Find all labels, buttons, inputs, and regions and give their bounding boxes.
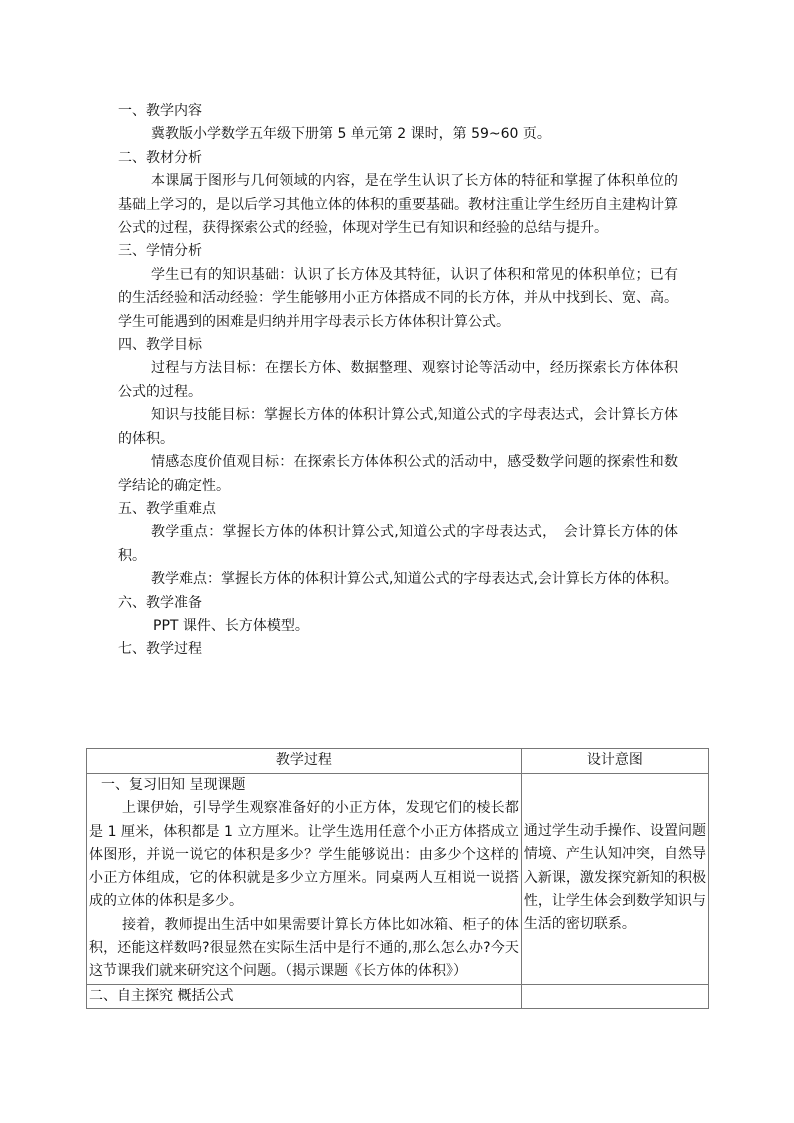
step-title: 一、复习旧知 呈现课题 [101, 777, 246, 793]
teaching-process-table [86, 748, 709, 1009]
step-paragraph: 上课伊始，引导学生观察准备好的小正方体，发现它们的棱长都是 1 厘米，体积都是 1 立方厘米。让学生选用任意个小正方体搭成立体图形，并说一说它的体积是多少？学生能够说出：由多少个这样的小正方体组成，它的体积就是多少立方厘米。同桌两人互相说一说搭成的立体的体积是多少。 [89, 800, 519, 910]
table-header-row [87, 749, 709, 774]
process-cell [87, 984, 522, 1008]
intent-text: 通过学生动手操作、设置问题情境、产生认知冲突，自然导入新课，激发探究新知的积极性，让学生体会到数学知识与生活的密切联系。 [523, 823, 706, 933]
section-heading-preparation: 六、教学准备 [118, 594, 202, 611]
goal-knowledge-skill: 知识与技能目标：掌握长方体的体积计算公式,知道公式的字母表达式，会计算长方体的体积。 [118, 407, 678, 447]
intent-cell [521, 774, 708, 985]
intent-cell [521, 984, 708, 1008]
header-process: 教学过程 [87, 749, 522, 774]
material-analysis-text: 本课属于图形与几何领域的内容，是在学生认识了长方体的特征和掌握了体积单位的基础上学习的，是以后学习其他立体的体积的重要基础。教材注重让学生经历自主建构计算公式的过程，获得探索公式的经验，体现对学生已有知识和经验的总结与提升。 [118, 173, 678, 237]
lesson-plan-body [118, 100, 678, 662]
section-heading-process: 七、教学过程 [118, 641, 202, 658]
step-paragraph: 接着，教师提出生活中如果需要计算长方体比如冰箱、柜子的体积，还能这样数吗?很显然在实际生活中是行不通的,那么怎么办?今天这节课我们就来研究这个问题。（揭示课题《长方体的体积》） [89, 916, 519, 980]
key-point-text: 教学重点：掌握长方体的体积计算公式,知道公式的字母表达式， 会计算长方体的体积。 [118, 524, 678, 564]
content-text: 冀教版小学数学五年级下册第 5 单元第 2 课时，第 59~60 页。 [151, 126, 551, 143]
section-heading-goals: 四、教学目标 [118, 337, 202, 354]
student-analysis-text: 学生已有的知识基础：认识了长方体及其特征，认识了体积和常见的体积单位；已有的生活经验和活动经验：学生能够用小正方体搭成不同的长方体，并从中找到长、宽、高。学生可能遇到的困难是归纳并用字母表示长方体体积计算公式。 [118, 266, 678, 330]
section-heading-students: 三、学情分析 [118, 243, 202, 260]
process-cell [87, 774, 522, 985]
table-row [87, 774, 709, 985]
section-heading-content: 一、教学内容 [118, 103, 202, 119]
section-heading-key-points: 五、教学重难点 [118, 500, 216, 517]
header-intent: 设计意图 [521, 749, 708, 774]
table-row [87, 984, 709, 1008]
goal-process-method: 过程与方法目标：在摆长方体、数据整理、观察讨论等活动中，经历探索长方体体积公式的过程。 [118, 360, 678, 400]
section-heading-material: 二、教材分析 [118, 149, 202, 166]
preparation-text: PPT 课件、长方体模型。 [153, 617, 309, 634]
difficult-point-text: 教学难点：掌握长方体的体积计算公式,知道公式的字母表达式,会计算长方体的体积。 [151, 571, 678, 588]
step-title: 二、自主探究 概括公式 [89, 987, 234, 1004]
goal-emotion-attitude: 情感态度价值观目标：在探索长方体体积公式的活动中，感受数学问题的探索性和数学结论的确定性。 [118, 454, 678, 494]
